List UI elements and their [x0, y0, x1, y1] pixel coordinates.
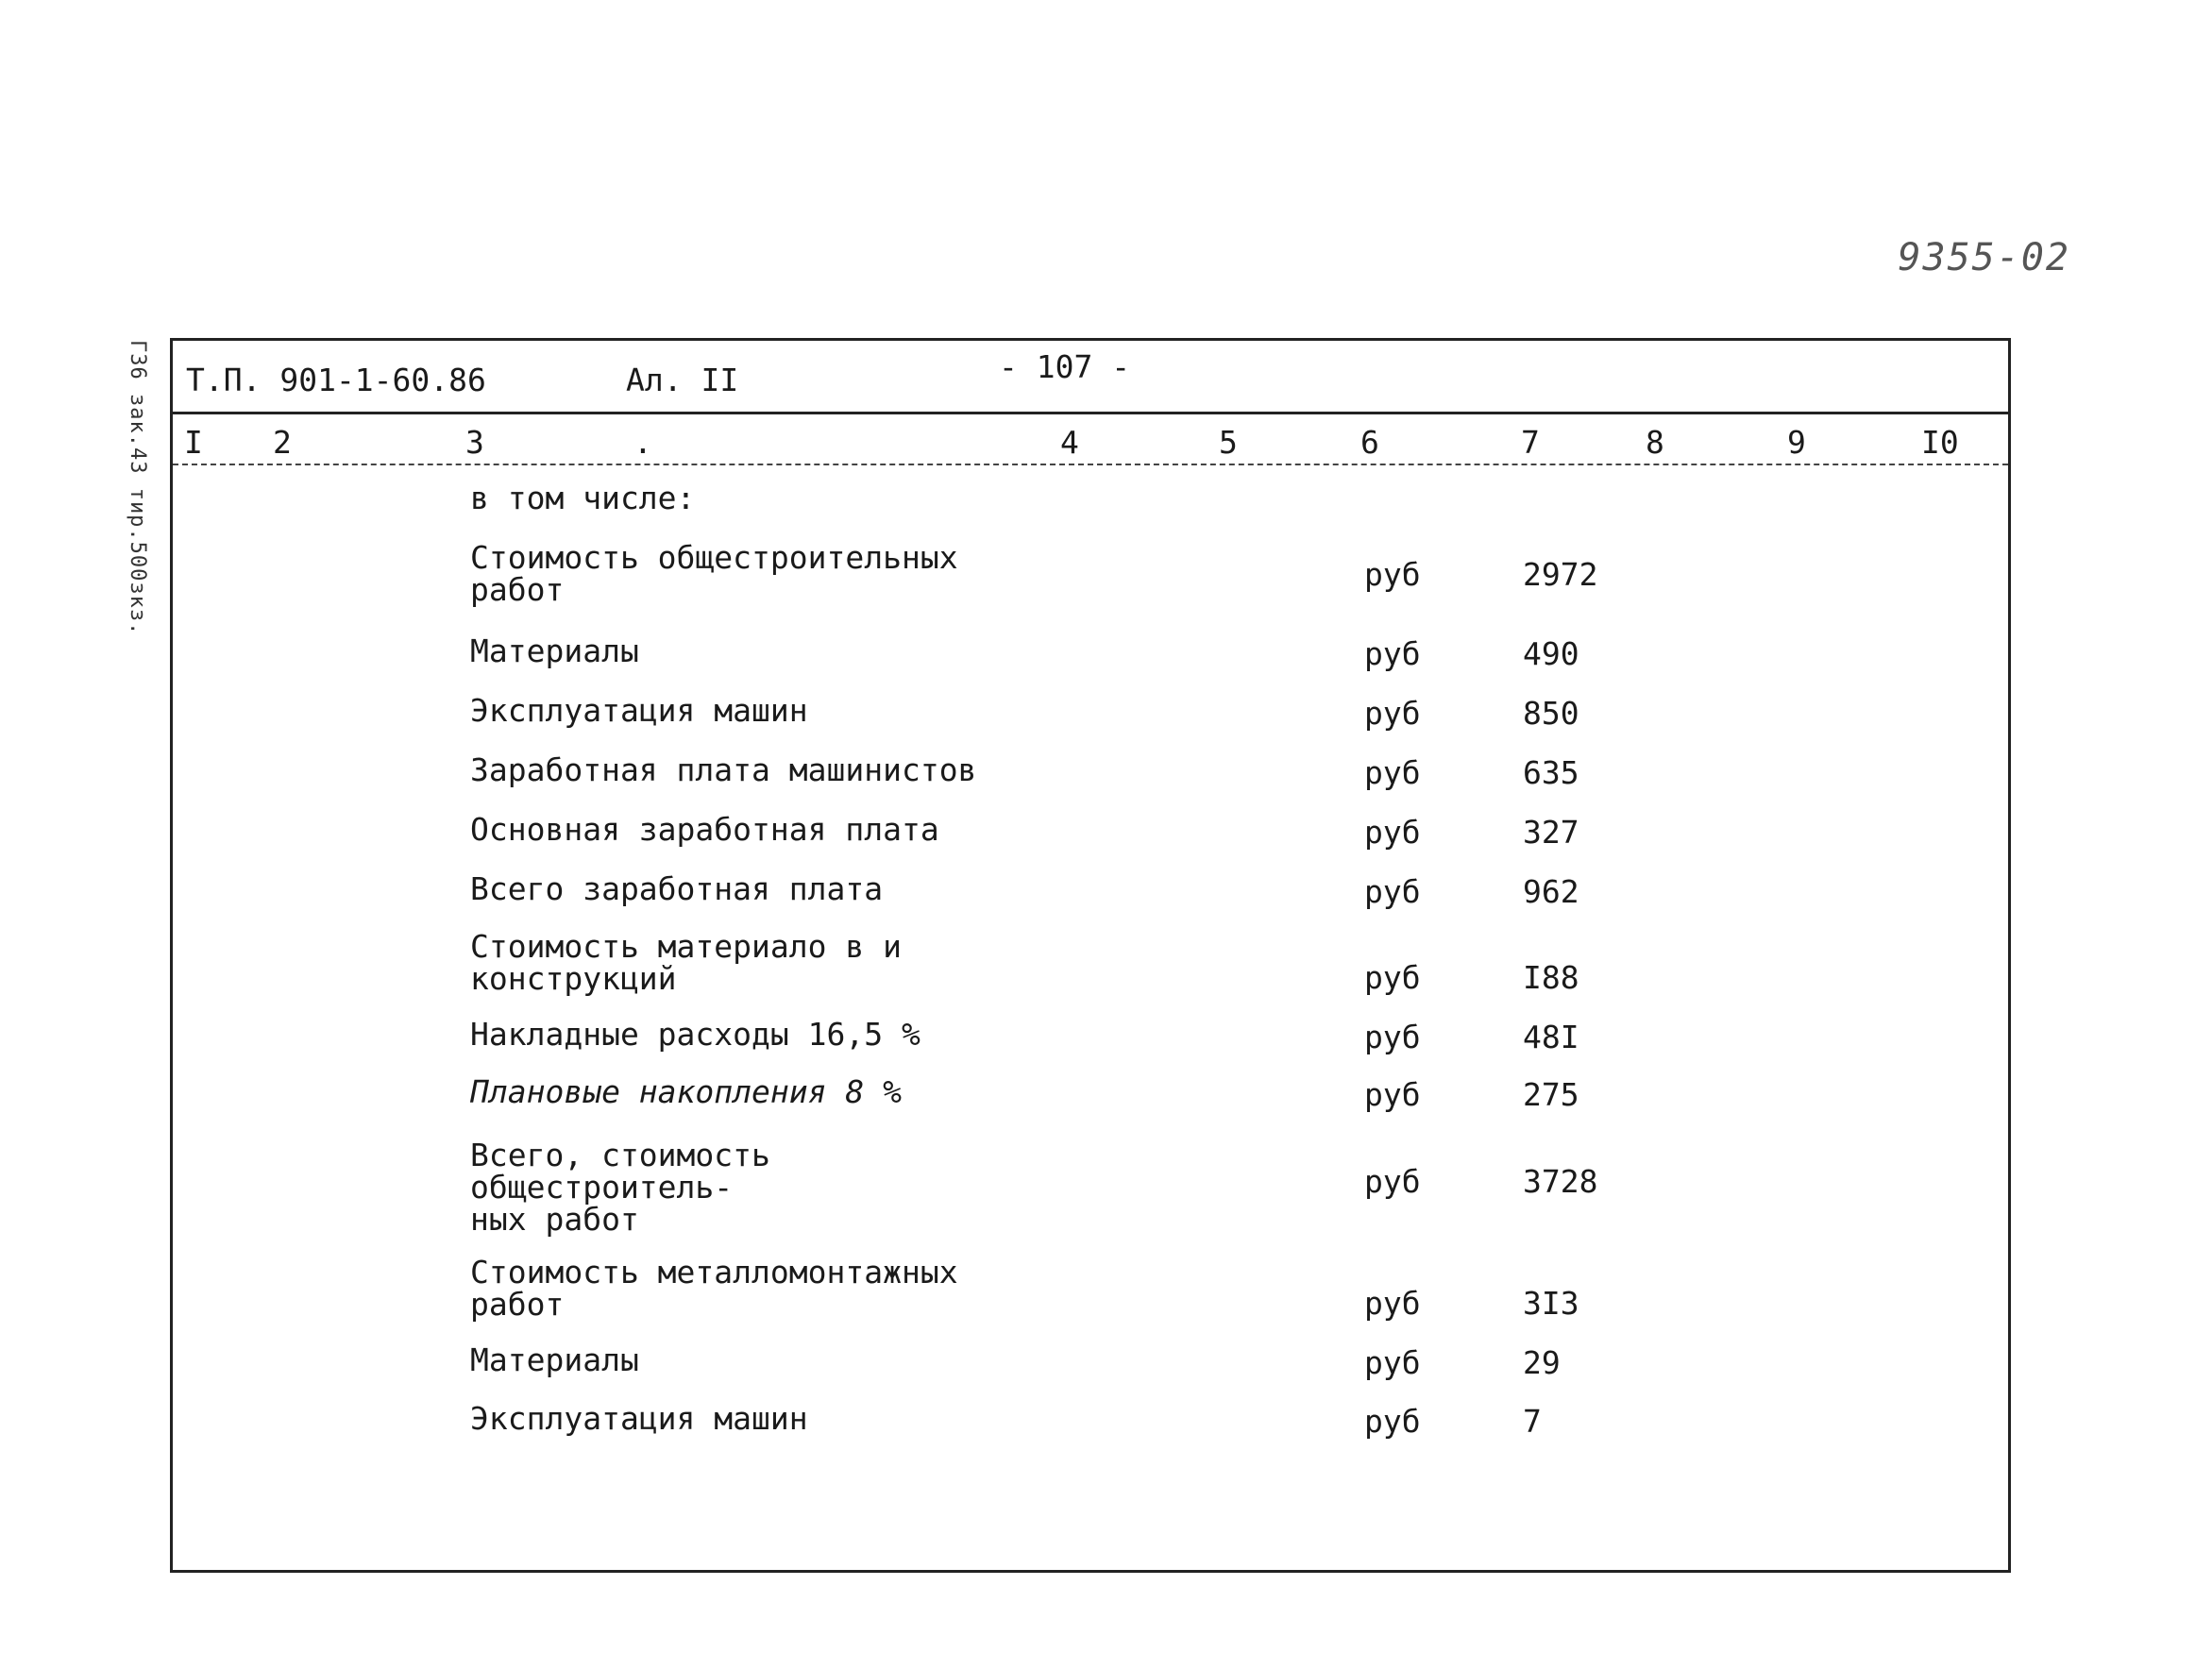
column-number-row [173, 414, 2008, 465]
row-value: 3I3 [1523, 1285, 1579, 1322]
row-description: Накладные расходы 16,5 % [470, 1016, 920, 1053]
row-value: 962 [1523, 873, 1579, 910]
row-unit: руб [1364, 959, 1421, 996]
row-value: I88 [1523, 959, 1579, 996]
row-unit: руб [1364, 635, 1421, 672]
album-number: Ал. II [626, 362, 739, 398]
row-unit: руб [1364, 1019, 1421, 1055]
row-description: Всего заработная плата [470, 870, 884, 907]
row-description: Эксплуатация машин [470, 1400, 808, 1437]
row-description: Стоимость общестроительных работ [470, 539, 958, 608]
row-unit: руб [1364, 695, 1421, 732]
row-unit: руб [1364, 1285, 1421, 1322]
column-number: . [633, 424, 652, 461]
column-number: 3 [465, 424, 484, 461]
row-unit: руб [1364, 1344, 1421, 1381]
row-description: Плановые накопления 8 % [470, 1073, 902, 1110]
row-value: 490 [1523, 635, 1579, 672]
row-value: 2972 [1523, 556, 1598, 593]
row-unit: руб [1364, 873, 1421, 910]
column-number: 2 [273, 424, 292, 461]
row-unit: руб [1364, 1403, 1421, 1440]
column-number: 4 [1060, 424, 1079, 461]
row-unit: руб [1364, 754, 1421, 791]
document-code: Т.П. 901-1-60.86 [186, 362, 486, 398]
column-number: 6 [1360, 424, 1379, 461]
column-number: 7 [1521, 424, 1540, 461]
column-number: I [184, 424, 203, 461]
section-heading: в том числе: [470, 480, 696, 516]
row-description: Стоимость металломонтажных работ [470, 1254, 958, 1323]
row-description: Заработная плата машинистов [470, 751, 977, 788]
row-unit: руб [1364, 814, 1421, 851]
archive-stamp: 9355-02 [1898, 236, 2070, 279]
row-description: Материалы [470, 633, 639, 669]
row-value: 48I [1523, 1019, 1579, 1055]
row-unit: руб [1364, 1076, 1421, 1113]
row-description: Эксплуатация машин [470, 692, 808, 729]
row-description: Материалы [470, 1341, 639, 1378]
page-number: - 107 - [999, 348, 1131, 385]
row-description: Стоимость материало в и конструкций [470, 928, 902, 997]
row-value: 327 [1523, 814, 1579, 851]
page-header [173, 341, 2008, 414]
row-description: Основная заработная плата [470, 811, 939, 848]
row-value: 29 [1523, 1344, 1561, 1381]
column-number: 5 [1219, 424, 1238, 461]
row-value: 7 [1523, 1403, 1542, 1440]
column-number: 9 [1787, 424, 1806, 461]
row-value: 635 [1523, 754, 1579, 791]
row-unit: руб [1364, 1163, 1421, 1200]
row-value: 275 [1523, 1076, 1579, 1113]
column-number: 8 [1646, 424, 1664, 461]
row-value: 850 [1523, 695, 1579, 732]
row-value: 3728 [1523, 1163, 1598, 1200]
row-unit: руб [1364, 556, 1421, 593]
side-note: ГЗ6 зак.43 тир.500зкз. [126, 340, 149, 636]
column-number: I0 [1921, 424, 1959, 461]
row-description: Всего, стоимость общестроитель- ных работ [470, 1137, 770, 1238]
document-frame [170, 338, 2011, 1573]
